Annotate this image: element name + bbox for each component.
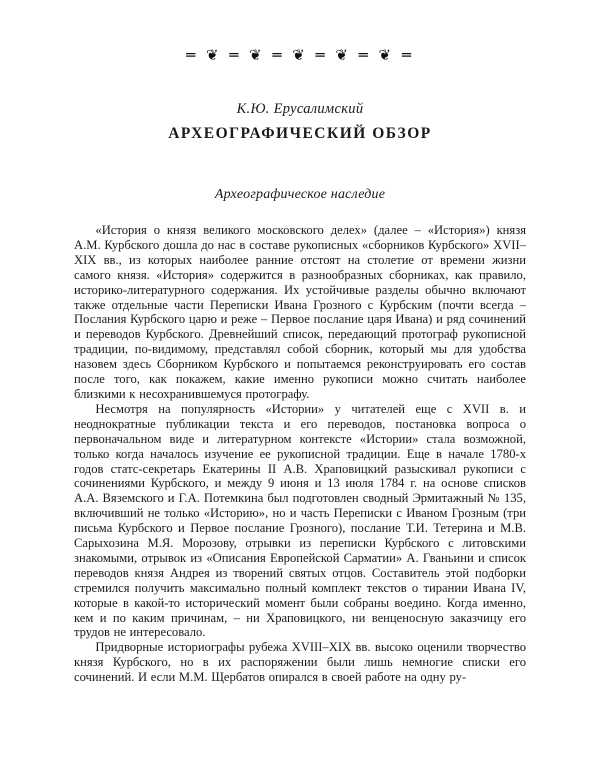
paragraph-2: Несмотря на популярность «Истории» у читателей еще с XVII в. и неоднократные публикации текста и его переводов, постановка вопроса о первоначальном виде и литературном контексте «Истории» стала возможной, только когда началось изучение ее рукописной традиции. Еще в начале 1780-х годов статс-секретарь Екатерины II А.В. Храповицкий разыскивал рукописи с сочинениями Курбского, и между 9 июня и 13 июля 1784 г. на основе списков А.А. Вяземского и Г.А. Потемкина был подготовлен сводный Эрмитажный № 135, включивший не только «Историю», но и часть Переписки с Иваном Грозным (три письма Курбского и Первое послание Грозного), послание Т.И. Тетерина и М.В. Сарыхозина М.Я. Морозову, отрывки из переписки Курбского с литовскими знакомыми, отрывок из «Описания Европейской Сарматии» А. Гваньини и список переводов князя Андрея из творений святых отцов. Составитель этой подборки стремился получить максимально полный комплект текстов о тирании Ивана IV, которые в какой-то исторический момент были собраны воедино. Когда именно, кем и по каким причинам, – ни Храповицкого, ни венценосную заказчицу его трудов не интересовало. xyxy=(74,401,526,640)
author-line: К.Ю. Ерусалимский xyxy=(236,101,364,117)
page-title: АРХЕОГРАФИЧЕСКИЙ ОБЗОР xyxy=(168,125,432,142)
ornament-band: ═ ❦ ═ ❦ ═ ❦ ═ ❦ ═ ❦ ═ xyxy=(186,46,414,64)
paragraph-3: Придворные историографы рубежа XVIII–XIX вв. высоко оценили творчество князя Курбского, но в их распоряжении были лишь немногие списки его сочинений. И если М.М. Щербатов опирался в своей работе на одну ру- xyxy=(74,640,526,685)
body-text xyxy=(74,223,526,685)
section-heading: Археографическое наследие xyxy=(214,187,386,202)
paragraph-1: «История о князя великого московского делех» (далее – «История») князя А.М. Курбского дошла до нас в составе рукописных «сборников Курбского» XVII–XIX вв., из которых наиболее ранние отстоят на столетие от времени жизни самого князя. «История» содержится в разнообразных сборниках, как правило, историко-литературного содержания. Их устойчивые разделы обычно включают также отдельные части Переписки Ивана Грозного с Курбским (почти всегда – Послания Курбского царю и реже – Первое послание царя Ивана) и ряд сочинений и переводов Курбского. Древнейший список, передающий протограф рукописной традиции, по-видимому, представлял собой сборник, который мы для удобства назовем здесь Сборником Курбского и попытаемся реконструировать его состав после того, как покажем, какие именно рукописи можно считать наиболее близкими к несохранившемуся протографу. xyxy=(74,223,526,401)
